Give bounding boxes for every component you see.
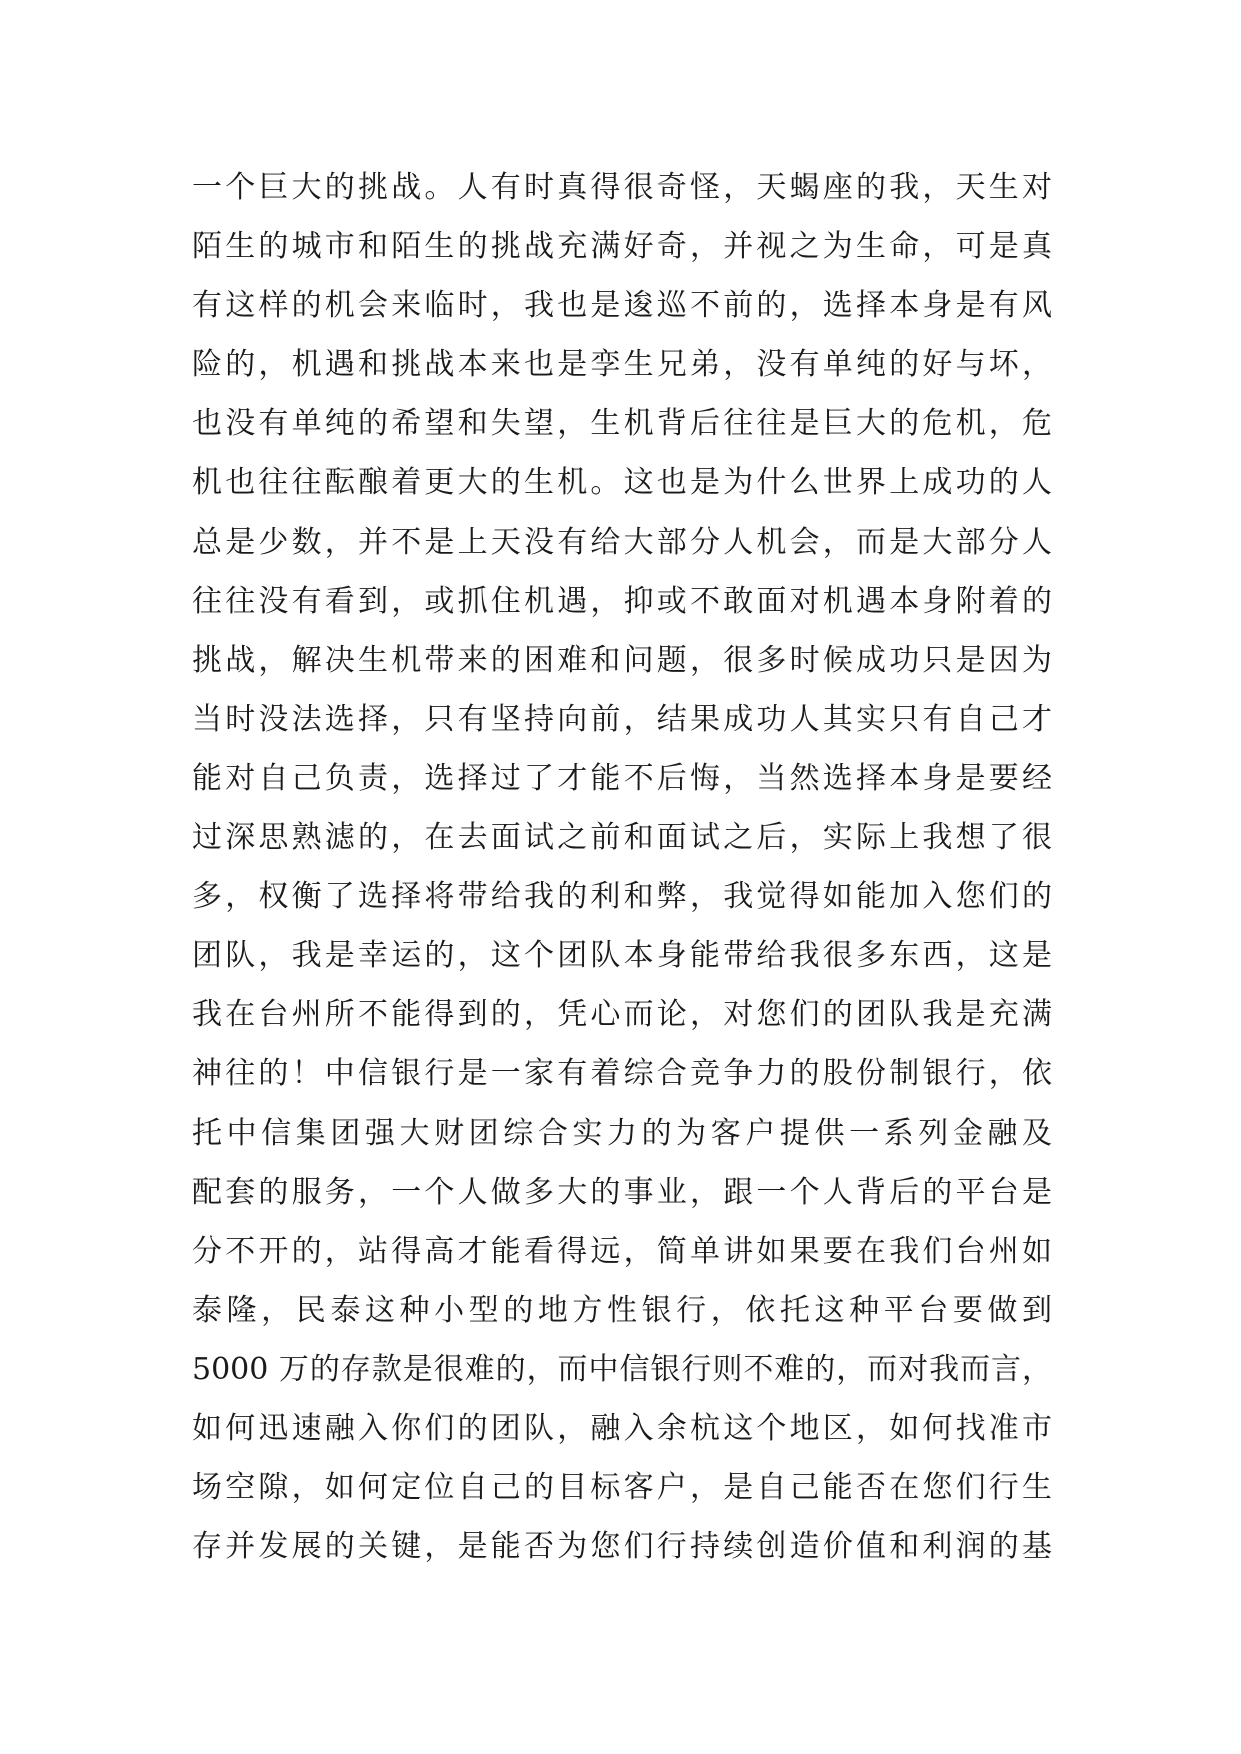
text-line-4: 险的，机遇和挑战本来也是孪生兄弟，没有单纯的好与坏， [192,347,1052,383]
text-line-15: 我在台州所不能得到的，凭心而论，对您们的团队我是充满 [192,997,1052,1033]
text-line-1: 一个巨大的挑战。人有时真得很奇怪，天蝎座的我，天生对 [192,170,1052,205]
text-line-9: 挑战，解决生机带来的困难和问题，很多时候成功只是因为 [192,642,1052,678]
text-line-7: 总是少数，并不是上天没有给大部分人机会，而是大部分人 [192,524,1052,560]
text-line-3: 有这样的机会来临时，我也是逡巡不前的，选择本身是有风 [192,288,1052,324]
text-line-24: 存并发展的关键，是能否为您们行持续创造价值和利润的基 [192,1529,1052,1565]
text-line-18: 配套的服务，一个人做多大的事业，跟一个人背后的平台是 [192,1174,1052,1210]
text-line-14: 团队，我是幸运的，这个团队本身能带给我很多东西，这是 [192,938,1052,974]
text-line-21: 5000 万的存款是很难的，而中信银行则不难的，而对我而言， [192,1351,1052,1387]
text-line-20: 泰隆，民泰这种小型的地方性银行，依托这种平台要做到 [192,1292,1052,1328]
text-line-16: 神往的！中信银行是一家有着综合竞争力的股份制银行，依 [192,1056,1052,1092]
text-line-11: 能对自己负责，选择过了才能不后悔，当然选择本身是要经 [192,760,1052,796]
text-line-6: 机也往往酝酿着更大的生机。这也是为什么世界上成功的人 [192,465,1052,501]
text-line-5: 也没有单纯的希望和失望，生机背后往往是巨大的危机，危 [192,406,1052,442]
text-line-8: 往往没有看到，或抓住机遇，抑或不敢面对机遇本身附着的 [192,583,1052,619]
text-line-17: 托中信集团强大财团综合实力的为客户提供一系列金融及 [192,1115,1052,1151]
text-line-19: 分不开的，站得高才能看得远，简单讲如果要在我们台州如 [192,1233,1052,1269]
body-text [192,158,1052,1576]
text-line-12: 过深思熟滤的，在去面试之前和面试之后，实际上我想了很 [192,820,1052,856]
text-line-22: 如何迅速融入你们的团队，融入余杭这个地区，如何找准市 [192,1410,1052,1446]
text-line-10: 当时没法选择，只有坚持向前，结果成功人其实只有自己才 [192,701,1052,737]
text-line-23: 场空隙，如何定位自己的目标客户，是自己能否在您们行生 [192,1470,1052,1506]
text-line-13: 多，权衡了选择将带给我的利和弊，我觉得如能加入您们的 [192,879,1052,915]
text-line-2: 陌生的城市和陌生的挑战充满好奇，并视之为生命，可是真 [192,229,1052,265]
